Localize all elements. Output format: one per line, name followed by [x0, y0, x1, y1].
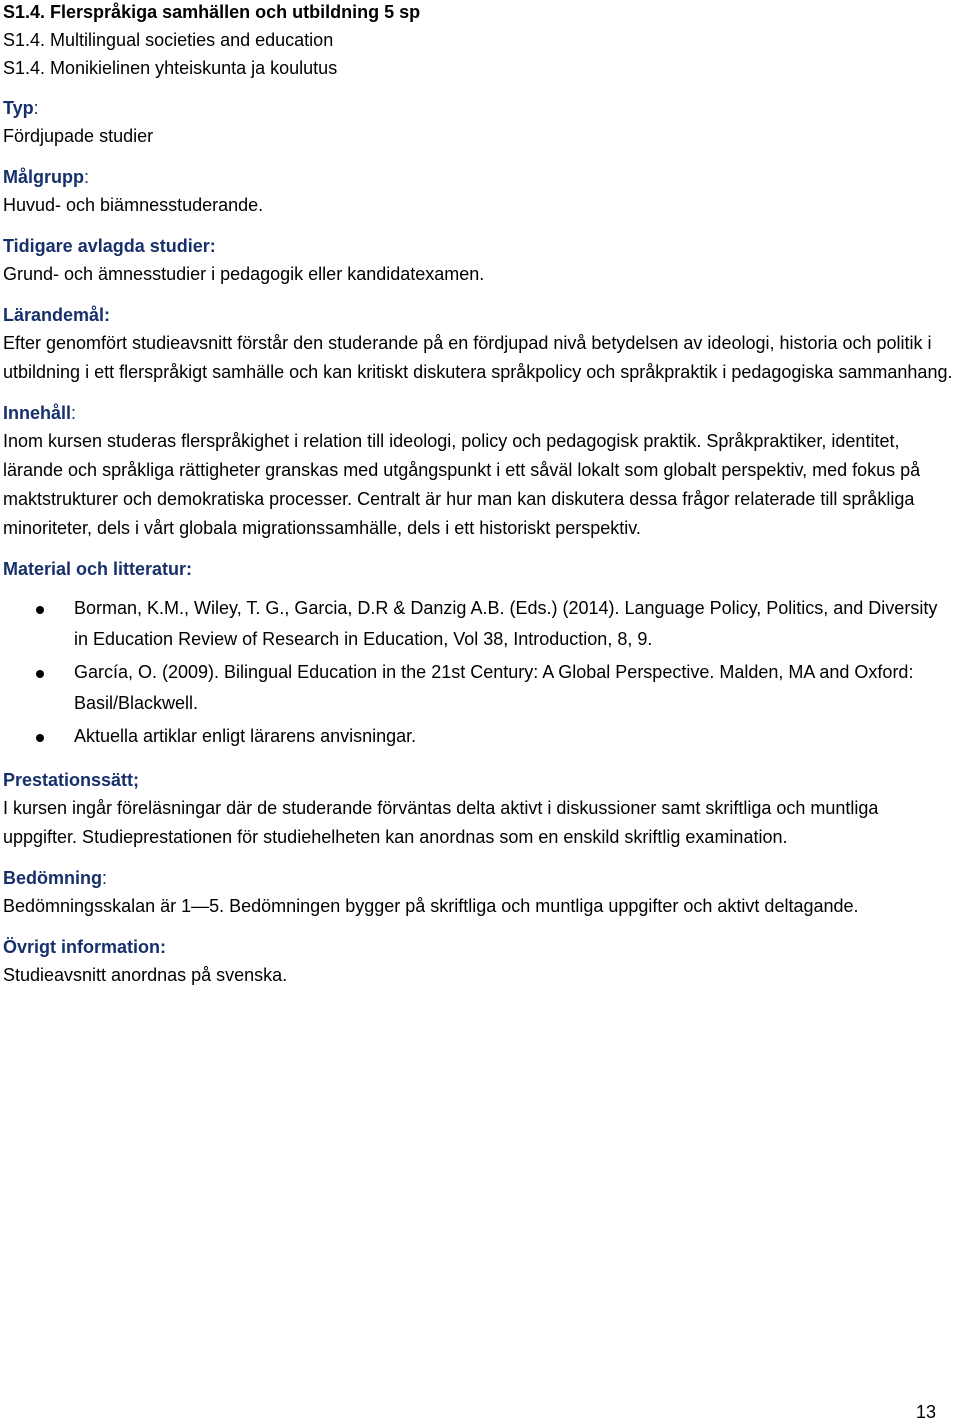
list-item: [3, 657, 953, 719]
course-title-block: [3, 0, 953, 82]
section-heading-innehall: Innehåll:: [3, 403, 77, 423]
section-larandemal: [3, 301, 953, 387]
section-text-prestationssatt: I kursen ingår föreläsningar där de studerande förväntas delta aktivt i diskussioner samt skriftliga och muntliga uppgifter. Studieprestationen för studiehelheten kan anordnas som en enskild skriftlig examination.: [3, 798, 879, 847]
section-text-innehall: Inom kursen studeras flerspråkighet i relation till ideologi, policy och pedagogisk praktik. Språkpraktiker, identitet, lärande och språkliga rättigheter granskas med utgångspunkt i ett såväl lokalt som globalt perspektiv, med fokus på maktstrukturer och demokratiska processer. Centralt är hur man kan diskutera dessa frågor relaterade till språkliga minoriteter, dels i vårt globala migrationssamhälle, dels i ett historiskt perspektiv.: [3, 431, 921, 538]
list-item: [3, 593, 953, 655]
section-heading-ovrigt: Övrigt information:: [3, 937, 166, 957]
section-heading-tidigare-studier: Tidigare avlagda studier:: [3, 236, 216, 256]
section-heading-typ: Typ:: [3, 98, 39, 118]
section-prestationssatt: [3, 766, 953, 852]
section-text-tidigare-studier: Grund- och ämnesstudier i pedagogik eller kandidatexamen.: [3, 264, 485, 284]
section-heading-malgrupp: Målgrupp:: [3, 167, 90, 187]
section-heading-material: Material och litteratur:: [3, 559, 193, 579]
spacer: [3, 754, 953, 766]
reference-text: Aktuella artiklar enligt lärarens anvisningar.: [74, 726, 417, 746]
section-text-malgrupp: Huvud- och biämnesstuderande.: [3, 195, 264, 215]
section-heading-prestationssatt: Prestationssätt;: [3, 770, 140, 790]
spacer: [3, 82, 953, 94]
spacer: [3, 852, 953, 864]
reference-text: Borman, K.M., Wiley, T. G., Garcia, D.R & Danzig A.B. (Eds.) (2014). Language Policy, Politics, and Diversity in Education Review of Research in Education, Vol 38, Introduction, 8, 9.: [74, 598, 938, 649]
spacer: [3, 543, 953, 555]
section-heading-bedomning: Bedömning:: [3, 868, 108, 888]
page-number: 13: [915, 1402, 936, 1422]
section-innehall: [3, 399, 953, 543]
course-title-english: S1.4. Multilingual societies and education: [3, 30, 334, 50]
spacer: [3, 387, 953, 399]
reference-text: García, O. (2009). Bilingual Education in the 21st Century: A Global Perspective. Malden, MA and Oxford: Basil/Blackwell.: [74, 662, 914, 713]
course-title-swedish: S1.4. Flerspråkiga samhällen och utbildning 5 sp: [3, 2, 421, 22]
section-text-bedomning: Bedömningsskalan är 1—5. Bedömningen bygger på skriftliga och muntliga uppgifter och aktivt deltagande.: [3, 896, 859, 916]
section-ovrigt: [3, 933, 953, 990]
spacer: [3, 151, 953, 163]
bullet-icon: [36, 606, 44, 614]
spacer: [3, 220, 953, 232]
spacer: [3, 289, 953, 301]
section-heading-larandemal: Lärandemål:: [3, 305, 111, 325]
section-material: [3, 555, 953, 752]
section-malgrupp: [3, 163, 953, 220]
document-page: [3, 0, 953, 990]
bullet-icon: [36, 670, 44, 678]
section-text-ovrigt: Studieavsnitt anordnas på svenska.: [3, 965, 288, 985]
list-item: [3, 721, 953, 752]
course-title-finnish: S1.4. Monikielinen yhteiskunta ja koulutus: [3, 58, 338, 78]
spacer: [3, 921, 953, 933]
bullet-icon: [36, 734, 44, 742]
section-typ: [3, 94, 953, 151]
section-text-typ: Fördjupade studier: [3, 126, 154, 146]
section-text-larandemal: Efter genomfört studieavsnitt förstår den studerande på en fördjupad nivå betydelsen av ideologi, historia och politik i utbildning i ett flerspråkigt samhälle och kan kritiskt diskutera språkpolicy och språkpraktik i pedagogiska sammanhang.: [3, 333, 953, 382]
section-tidigare-studier: [3, 232, 953, 289]
section-bedomning: [3, 864, 953, 921]
spacer: [3, 583, 953, 593]
reference-list: [3, 593, 953, 752]
